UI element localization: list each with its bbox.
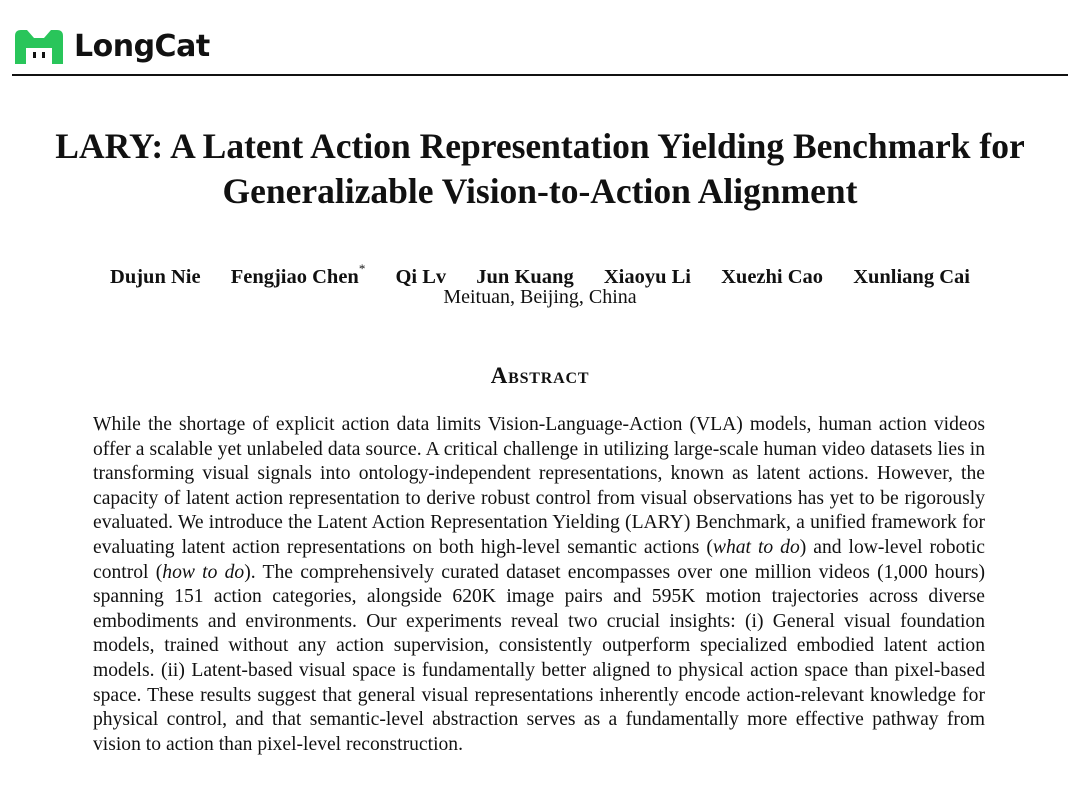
title-line-1: LARY: A Latent Action Representation Yielding Benchmark for (55, 126, 1025, 166)
abstract-italic-what: what to do (712, 536, 800, 558)
corresponding-author-mark: * (358, 261, 366, 276)
author: Xunliang Cai (853, 265, 970, 288)
abstract-text: While the shortage of explicit action data limits Vision-Language-Action (VLA) models, human action videos offer a scalable yet unlabeled data source. A critical challenge in utilizing large-scale human video datasets lies in transforming visual signals into ontology-independent representations, known as latent actions. However, the capacity of latent action representation to derive robust control from visual observations has yet to be rigorously evaluated. We introduce the Latent Action Representation Yielding (LARY) Benchmark, a unified framework for evaluating latent action representations on both high-level semantic actions (what to do) and low-level robotic control (how to do). The comprehensively curated dataset encompasses over one million videos (1,000 hours) spanning 151 action categories, alongside 620K image pairs and 595K motion trajectories across diverse embodiments and environments. Our experiments reveal two crucial insights: (i) General visual foundation models, trained without any action supervision, consistently outperform specialized embodied latent action models. (ii) Latent-based visual space is fundamentally better aligned to physical action space than pixel-based space. These results suggest that general visual representations inherently encode action-relevant knowledge for physical control, and that semantic-level abstraction serves as a fundamentally more effective pathway from vision to action than pixel-level reconstruction. (93, 414, 985, 755)
brand-name: LongCat (74, 28, 210, 64)
author: Xuezhi Cao (721, 265, 824, 288)
author: Fengjiao Chen* (230, 261, 366, 288)
title-line-2: Generalizable Vision-to-Action Alignment (222, 171, 858, 211)
abstract-italic-how: how to do (162, 561, 245, 583)
author: Xiaoyu Li (603, 265, 691, 288)
affiliation: Meituan, Beijing, China (443, 286, 637, 308)
longcat-logo[interactable] (12, 26, 210, 66)
paper-title (0, 124, 1080, 214)
author: Qi Lv (395, 265, 447, 288)
author: Jun Kuang (476, 265, 574, 288)
page-header (12, 22, 1068, 76)
abstract-heading: Abstract (490, 363, 590, 388)
author: Dujun Nie (110, 265, 201, 288)
longcat-logo-icon (12, 26, 66, 66)
